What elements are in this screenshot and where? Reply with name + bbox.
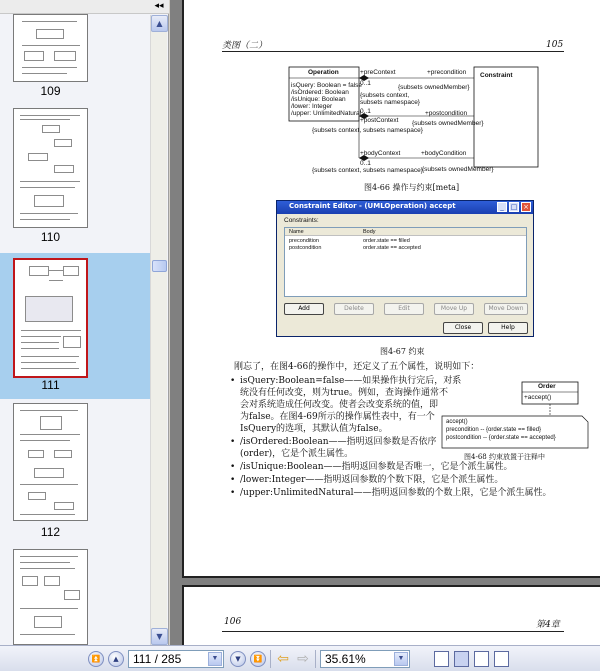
- page-header-left: 类图（二）: [222, 41, 268, 51]
- back-arrow-icon[interactable]: ⇦: [277, 651, 289, 667]
- bullet-dot: •: [230, 462, 236, 472]
- attr-lower: /lower: Integer: [291, 103, 333, 110]
- column-body-header[interactable]: Body: [363, 229, 376, 235]
- constraint-class-name: Constraint: [480, 72, 513, 79]
- page-number: 105: [546, 40, 564, 50]
- order-operation: +accept(): [524, 394, 552, 401]
- toolbar-separator: [270, 650, 271, 668]
- row-body[interactable]: order.state == filled: [363, 238, 410, 244]
- thumbnail-image: [13, 403, 88, 521]
- facing-pages-view-icon[interactable]: [474, 651, 489, 667]
- thumbnail-panel: [0, 0, 169, 645]
- bullet-dot: •: [230, 437, 236, 447]
- bullet-dot: •: [230, 376, 236, 386]
- dialog-title: Constraint Editor - (UMLOperation) accept: [289, 202, 456, 210]
- collapse-panel-icon[interactable]: ◂◂: [154, 1, 164, 11]
- bullet-dot: •: [230, 488, 236, 498]
- row-name[interactable]: precondition: [289, 238, 319, 244]
- bullet-1-line-5: IsQuery的选项，其默认值为false。: [240, 424, 388, 434]
- subsets-owned-member-3: {subsets ownedMember}: [422, 166, 494, 173]
- thumbnail-label: 112: [40, 525, 61, 539]
- subsets-owned-member-2: {subsets ownedMember}: [412, 120, 484, 127]
- bullet-2-line-2: (order)，它是个派生属性。: [240, 449, 354, 459]
- attr-isquery: isQuery: Boolean = false: [291, 82, 362, 89]
- figure-caption-4-66: 图4-66 操作与约束[meta]: [364, 183, 460, 192]
- mult-pre: 0..1: [360, 80, 371, 87]
- page-number: 106: [224, 617, 242, 627]
- continuous-view-icon[interactable]: [454, 651, 469, 667]
- post-context-label: +postContext: [360, 117, 399, 124]
- note-line-2: precondition -- {order.state == filled}: [446, 427, 542, 433]
- row-name[interactable]: postcondition: [289, 245, 322, 251]
- header-rule: [222, 631, 564, 632]
- order-class-name: Order: [538, 383, 556, 390]
- thumbnail-panel-header: [0, 0, 169, 14]
- figure-caption-4-68: 图4-68 约束放置于注释中: [464, 453, 545, 461]
- row-body[interactable]: order.state == accepted: [363, 245, 421, 251]
- precondition-label: +precondition: [427, 69, 467, 76]
- minimize-icon[interactable]: _: [497, 202, 507, 212]
- thumbnail-page-109[interactable]: [0, 14, 150, 99]
- add-button[interactable]: Add: [284, 303, 324, 315]
- chevron-down-icon[interactable]: ▼: [208, 652, 222, 666]
- continuous-facing-view-icon[interactable]: [494, 651, 509, 667]
- thumbnail-label: 110: [40, 230, 61, 244]
- thumbnail-page-113[interactable]: [0, 549, 150, 645]
- edit-button[interactable]: Edit: [384, 303, 424, 315]
- bullet-1-line-1: isQuery:Boolean=false——如果操作执行完后，对系: [240, 376, 462, 386]
- document-page: [182, 0, 600, 578]
- zoom-field[interactable]: [320, 650, 410, 668]
- bullet-5: /upper:UnlimitedNatural——指明返回参数的个数上限，它是个派生属性。: [240, 488, 552, 498]
- attr-isunique: /isUnique: Boolean: [291, 96, 346, 103]
- constraints-label: Constraints:: [284, 217, 319, 224]
- last-page-icon[interactable]: ⏬: [250, 651, 266, 667]
- page-number-field[interactable]: [128, 650, 224, 668]
- subsets-context-1: {subsets context,: [360, 92, 410, 99]
- scroll-up-icon[interactable]: ▲: [151, 15, 168, 32]
- close-button[interactable]: Close: [443, 322, 483, 334]
- thumbnail-label: 109: [40, 84, 61, 98]
- column-name-header[interactable]: Name: [289, 229, 304, 235]
- bullet-1-line-2: 统没有任何改变，则为true。例如，查询操作通常不: [240, 388, 449, 398]
- chevron-down-icon[interactable]: ▼: [394, 652, 408, 666]
- attr-isordered: /isOrdered: Boolean: [291, 89, 349, 96]
- figure-caption-4-67: 图4-67 约束: [380, 347, 425, 356]
- document-view[interactable]: [170, 0, 600, 645]
- document-page-next: [182, 585, 600, 645]
- toolbar-separator: [315, 650, 316, 668]
- close-icon[interactable]: ×: [521, 202, 531, 212]
- bullet-3: /isUnique:Boolean——指明返回参数是否唯一，它是个派生属性。: [240, 462, 513, 472]
- bullet-1-line-3: 会对系统造成任何改变。使者会改变系统的值，即: [240, 400, 439, 410]
- thumbnail-scrollbar[interactable]: [150, 15, 167, 645]
- pre-context-label: +preContext: [360, 69, 396, 76]
- attr-upper: /upper: UnlimitedNatural: [291, 110, 362, 117]
- subsets-namespace-1: subsets namespace}: [360, 99, 420, 106]
- forward-arrow-icon[interactable]: ⇨: [297, 651, 309, 667]
- scrollbar-thumb[interactable]: [152, 260, 167, 272]
- thumbnail-label: 111: [41, 378, 60, 392]
- move-down-button[interactable]: Move Down: [484, 303, 528, 315]
- thumbnail-image: [13, 108, 88, 228]
- first-page-icon[interactable]: ⏫: [88, 651, 104, 667]
- body-condition-label: +bodyCondition: [421, 150, 467, 157]
- help-button[interactable]: Help: [488, 322, 528, 334]
- thumbnail-image: [13, 14, 88, 82]
- previous-page-icon[interactable]: ▲: [108, 651, 124, 667]
- mult-post: 0..1: [360, 108, 371, 115]
- bullet-4: /lower:Integer——指明返回参数的个数下限，它是个派生属性。: [240, 475, 504, 485]
- subsets-context-3: {subsets context, subsets namespace}: [312, 167, 423, 174]
- bullet-2-line-1: /isOrdered:Boolean——指明返回参数是否依序: [240, 437, 437, 447]
- mult-body: 0..1: [360, 160, 371, 167]
- thumbnail-image: [13, 258, 88, 378]
- note-line-3: postcondition -- {order.state == accepted}: [446, 435, 556, 441]
- thumbnail-image: [13, 549, 88, 645]
- maximize-icon[interactable]: □: [510, 203, 518, 211]
- scroll-down-icon[interactable]: ▼: [151, 628, 168, 645]
- subsets-owned-member-1: {subsets ownedMember}: [398, 84, 470, 91]
- move-up-button[interactable]: Move Up: [434, 303, 474, 315]
- intro-paragraph: 刚忘了，在图4-66的操作中，还定义了五个属性，说明如下：: [234, 362, 480, 372]
- bullet-dot: •: [230, 475, 236, 485]
- thumbnail-page-111[interactable]: [0, 253, 150, 399]
- single-page-view-icon[interactable]: [434, 651, 449, 667]
- note-line-1: accept(): [446, 419, 468, 425]
- delete-button[interactable]: Delete: [334, 303, 374, 315]
- thumbnail-page-112[interactable]: [0, 403, 150, 543]
- operation-class-name: Operation: [308, 69, 339, 76]
- postcondition-label: +postcondition: [425, 110, 468, 117]
- bullet-1-line-4: 为false。在图4-69所示的操作属性表中，有一个: [240, 412, 435, 422]
- subsets-context-2: {subsets context, subsets namespace}: [312, 127, 423, 134]
- thumbnail-page-110[interactable]: [0, 108, 150, 248]
- next-page-icon[interactable]: ▼: [230, 651, 246, 667]
- page-number-value: 111 / 285: [133, 652, 182, 666]
- zoom-value: 35.61%: [325, 652, 366, 666]
- navigation-toolbar: [0, 645, 600, 671]
- body-context-label: +bodyContext: [360, 150, 401, 157]
- page-header-right: 第4章: [536, 620, 560, 630]
